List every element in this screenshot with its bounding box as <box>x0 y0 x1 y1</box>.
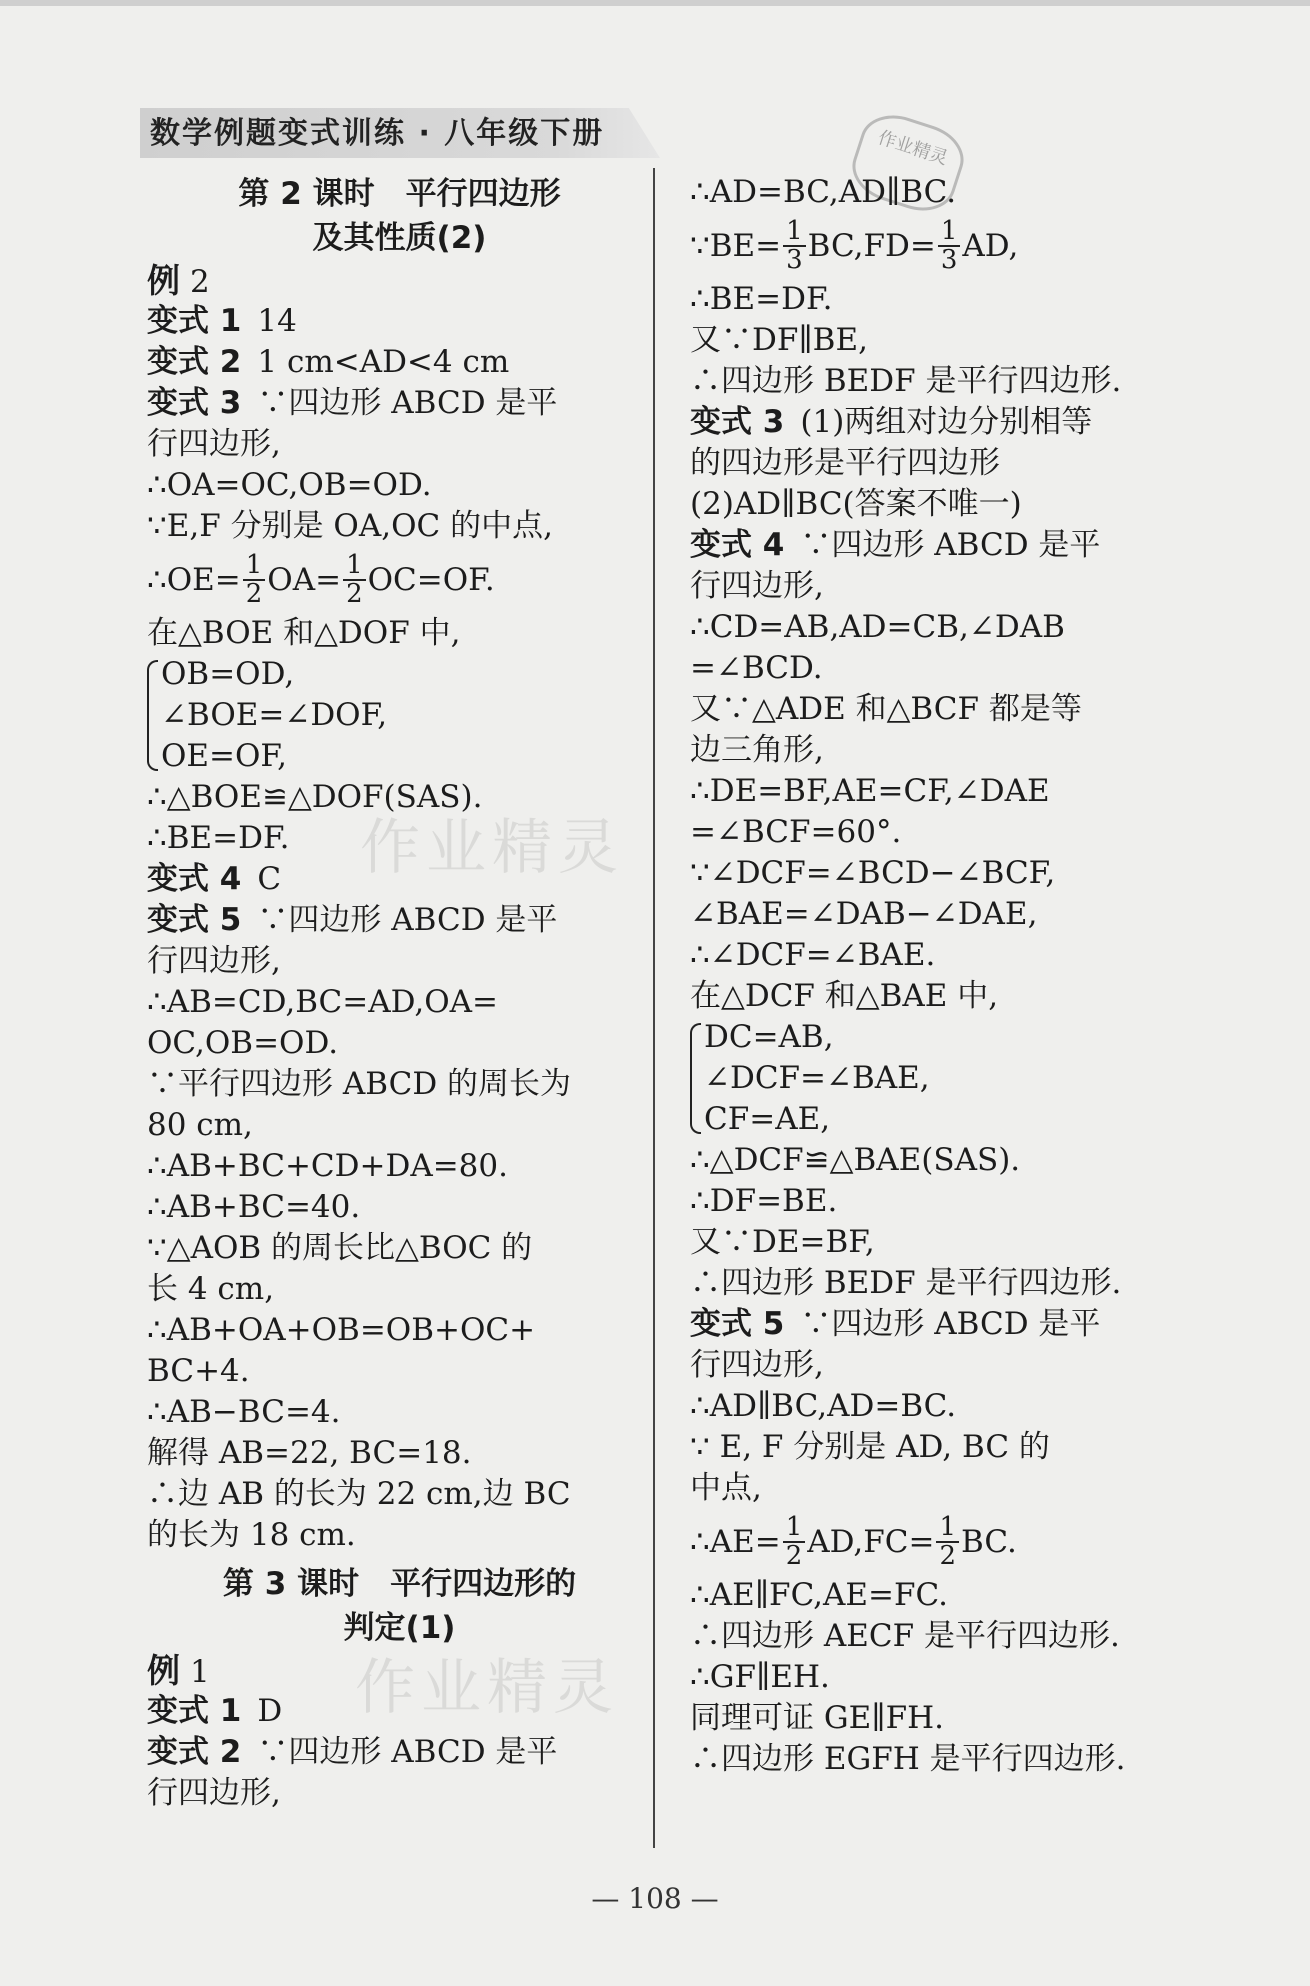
answer-text: ∵∠DCF=∠BCD−∠BCF, <box>690 855 1056 891</box>
brace-condition: ∠DCF=∠BAE, <box>704 1060 930 1096</box>
left-column <box>147 172 652 1814</box>
answer-line <box>147 260 652 301</box>
answer-text: ∵四边形 ABCD 是平 <box>257 902 558 938</box>
answer-line <box>147 1433 652 1474</box>
exercise-label: 变式 2 <box>147 344 242 380</box>
answer-line <box>690 361 1190 402</box>
answer-line <box>690 279 1190 320</box>
fraction-line: ∴OE= $\frac{1}{2}$ OA= $\frac{1}{2}$ OC=OF. <box>147 550 495 609</box>
answer-text: ∴边 AB 的长为 22 cm,边 BC <box>147 1476 571 1512</box>
answer-text: 中点, <box>690 1470 762 1506</box>
answer-text: 行四边形, <box>147 943 281 979</box>
answer-text: ∴OA=OC,OB=OD. <box>147 467 432 503</box>
answer-text: ∴△DCF≌△BAE(SAS). <box>690 1142 1021 1178</box>
answer-text: D <box>257 1693 283 1729</box>
answer-text: 1 cm<AD<4 cm <box>257 344 510 380</box>
answer-line <box>690 976 1190 1017</box>
answer-line <box>690 1386 1190 1427</box>
exercise-label: 变式 4 <box>690 527 785 563</box>
answer-text: ∵ E, F 分别是 AD, BC 的 <box>690 1429 1050 1465</box>
fraction: $\frac{1}{3}$ <box>938 218 961 274</box>
answer-text: 长 4 cm, <box>147 1271 275 1307</box>
answer-line <box>690 1427 1190 1468</box>
answer-line <box>690 484 1190 525</box>
answer-line <box>690 1739 1190 1780</box>
fraction: $\frac{1}{3}$ <box>783 218 806 274</box>
answer-line <box>147 1773 652 1814</box>
answer-text: 1 <box>190 1654 210 1690</box>
answer-text: =∠BCF=60°. <box>690 814 902 850</box>
answer-text: 14 <box>257 303 297 339</box>
answer-text: ∵四边形 ABCD 是平 <box>800 1306 1101 1342</box>
exercise-label: 变式 3 <box>147 385 242 421</box>
answer-text: 在△BOE 和△DOF 中, <box>147 615 461 651</box>
answer-line <box>147 941 652 982</box>
answer-line <box>147 1392 652 1433</box>
answer-text: 行四边形, <box>690 568 824 604</box>
answer-line <box>147 1023 652 1064</box>
answer-line <box>690 607 1190 648</box>
answer-line <box>147 342 652 383</box>
answer-text: ∴AB+BC+CD+DA=80. <box>147 1148 508 1184</box>
fraction-line: ∵BE= $\frac{1}{3}$ BC,FD= $\frac{1}{3}$ AD, <box>690 216 1019 275</box>
exercise-label: 变式 1 <box>147 303 242 339</box>
top-edge-line <box>0 0 1310 6</box>
watermark-text: 作业精灵 <box>355 1653 619 1723</box>
answer-text: ∴AB−BC=4. <box>147 1394 341 1430</box>
answer-text: 行四边形, <box>690 1347 824 1383</box>
answer-line <box>690 402 1190 443</box>
answer-line <box>690 1657 1190 1698</box>
answer-line <box>147 1474 652 1515</box>
answer-line <box>690 1468 1190 1509</box>
answer-text: C <box>257 861 282 897</box>
answer-text: ∴AE∥FC,AE=FC. <box>690 1577 949 1613</box>
column-divider <box>653 168 655 1848</box>
answer-text: ∴BE=DF. <box>690 281 833 317</box>
answer-line <box>690 1263 1190 1304</box>
answer-text: ∴四边形 BEDF 是平行四边形. <box>690 363 1122 399</box>
answer-text: ∵四边形 ABCD 是平 <box>257 385 558 421</box>
exercise-label: 变式 5 <box>690 1306 785 1342</box>
page-number: — 108 — <box>591 1882 719 1915</box>
answer-text: 的长为 18 cm. <box>147 1517 356 1553</box>
answer-line <box>147 383 652 424</box>
answer-line <box>690 1304 1190 1345</box>
answer-line <box>147 777 652 818</box>
fraction: $\frac{1}{2}$ <box>783 1514 806 1570</box>
fraction: $\frac{1}{2}$ <box>343 552 366 608</box>
answer-line <box>690 566 1190 607</box>
exercise-label: 变式 5 <box>147 902 242 938</box>
lesson-heading: 第 3 课时 平行四边形的 <box>222 1566 577 1602</box>
answer-text: ∴BE=DF. <box>147 820 290 856</box>
answer-line <box>690 525 1190 566</box>
answer-line <box>690 894 1190 935</box>
answer-line <box>690 1140 1190 1181</box>
answer-text: 又∵△ADE 和△BCF 都是等 <box>690 691 1082 727</box>
answer-line <box>690 1222 1190 1263</box>
answer-line <box>147 1732 652 1773</box>
answer-line <box>690 320 1190 361</box>
answer-line <box>690 730 1190 771</box>
answer-text: ∴AD∥BC,AD=BC. <box>690 1388 957 1424</box>
answer-line <box>147 1650 652 1691</box>
answer-text: 又∵DF∥BE, <box>690 322 868 358</box>
brace-condition: CF=AE, <box>704 1101 831 1137</box>
answer-line <box>147 301 652 342</box>
fraction: $\frac{1}{2}$ <box>936 1514 959 1570</box>
answer-line <box>690 1616 1190 1657</box>
answer-line <box>147 465 652 506</box>
answer-line <box>690 443 1190 484</box>
answer-text: ∵四边形 ABCD 是平 <box>800 527 1101 563</box>
brace-system <box>690 1017 1190 1140</box>
exercise-label: 例 <box>147 261 180 300</box>
answer-text: 解得 AB=22, BC=18. <box>147 1435 472 1471</box>
exercise-label: 变式 1 <box>147 1693 242 1729</box>
answer-line <box>147 1187 652 1228</box>
answer-text: ∴AB+BC=40. <box>147 1189 361 1225</box>
answer-line <box>147 1351 652 1392</box>
answer-text: ∴AB=CD,BC=AD,OA= <box>147 984 499 1020</box>
answer-text: ∵四边形 ABCD 是平 <box>257 1734 558 1770</box>
answer-text: 的四边形是平行四边形 <box>690 445 1000 481</box>
answer-text: BC+4. <box>147 1353 250 1389</box>
answer-line <box>690 812 1190 853</box>
answer-text: ∴CD=AB,AD=CB,∠DAB <box>690 609 1065 645</box>
answer-text: 2 <box>190 264 210 300</box>
answer-line <box>690 1698 1190 1739</box>
answer-line <box>690 771 1190 812</box>
lesson-heading-sub: 及其性质(2) <box>312 220 487 256</box>
answer-text: 又∵DE=BF, <box>690 1224 875 1260</box>
brace-condition: ∠BOE=∠DOF, <box>161 697 388 733</box>
answer-text: 80 cm, <box>147 1107 253 1143</box>
fraction-line: ∴AE= $\frac{1}{2}$ AD,FC= $\frac{1}{2}$ BC. <box>690 1512 1017 1571</box>
answer-line <box>690 1181 1190 1222</box>
lesson-heading: 第 2 课时 平行四边形 <box>238 176 561 212</box>
answer-text: 同理可证 GE∥FH. <box>690 1700 944 1736</box>
answer-line <box>690 1575 1190 1616</box>
lesson-heading-sub: 判定(1) <box>343 1610 456 1646</box>
answer-text: OC,OB=OD. <box>147 1025 339 1061</box>
answer-line <box>147 900 652 941</box>
answer-text: 边三角形, <box>690 732 824 768</box>
answer-text: ∴GF∥EH. <box>690 1659 830 1695</box>
answer-line <box>690 648 1190 689</box>
answer-line <box>147 613 652 654</box>
right-column <box>690 172 1190 1780</box>
answer-text: ∴AB+OA+OB=OB+OC+ <box>147 1312 536 1348</box>
answer-text: ∵E,F 分别是 OA,OC 的中点, <box>147 508 553 544</box>
answer-line <box>147 424 652 465</box>
answer-text: ∴四边形 EGFH 是平行四边形. <box>690 1741 1126 1777</box>
answer-text: (2)AD∥BC(答案不唯一) <box>690 486 1022 522</box>
answer-line <box>147 506 652 547</box>
answer-text: ∵平行四边形 ABCD 的周长为 <box>147 1066 572 1102</box>
answer-text: =∠BCD. <box>690 650 823 686</box>
answer-text: ∴四边形 AECF 是平行四边形. <box>690 1618 1120 1654</box>
answer-text: 行四边形, <box>147 426 281 462</box>
answer-line <box>147 1228 652 1269</box>
answer-line <box>147 1146 652 1187</box>
answer-line <box>147 1691 652 1732</box>
brace-condition: OE=OF, <box>161 738 287 774</box>
answer-line <box>147 1105 652 1146</box>
answer-line <box>147 859 652 900</box>
answer-text: 行四边形, <box>147 1775 281 1811</box>
answer-line <box>147 1515 652 1556</box>
answer-text: ∴∠DCF=∠BAE. <box>690 937 936 973</box>
answer-text: ∴AD=BC,AD∥BC. <box>690 174 957 210</box>
book-title: 数学例题变式训练 · 八年级下册 <box>150 116 605 151</box>
answer-line <box>690 689 1190 730</box>
answer-line <box>690 935 1190 976</box>
exercise-label: 变式 3 <box>690 404 785 440</box>
answer-line <box>147 818 652 859</box>
answer-text: (1)两组对边分别相等 <box>800 404 1093 440</box>
answer-text: ∴△BOE≌△DOF(SAS). <box>147 779 483 815</box>
answer-text: ∴DE=BF,AE=CF,∠DAE <box>690 773 1050 809</box>
answer-text: ∠BAE=∠DAB−∠DAE, <box>690 896 1038 932</box>
answer-line <box>690 853 1190 894</box>
answer-line <box>147 982 652 1023</box>
exercise-label: 变式 2 <box>147 1734 242 1770</box>
exercise-label: 例 <box>147 1651 180 1690</box>
answer-line <box>147 1064 652 1105</box>
answer-line <box>690 1345 1190 1386</box>
brace-condition: OB=OD, <box>161 656 295 692</box>
exercise-label: 变式 4 <box>147 861 242 897</box>
answer-text: ∵△AOB 的周长比△BOC 的 <box>147 1230 533 1266</box>
answer-text: ∴DF=BE. <box>690 1183 838 1219</box>
answer-line <box>147 1310 652 1351</box>
brace-system <box>147 654 652 777</box>
answer-text: 在△DCF 和△BAE 中, <box>690 978 999 1014</box>
answer-line <box>147 1269 652 1310</box>
answer-line <box>690 172 1190 213</box>
watermark-text: 作业精灵 <box>360 813 624 883</box>
answer-text: ∴四边形 BEDF 是平行四边形. <box>690 1265 1122 1301</box>
watermark-stamp-logo: 作业精灵 <box>844 106 971 221</box>
brace-condition: DC=AB, <box>704 1019 834 1055</box>
fraction: $\frac{1}{2}$ <box>243 552 266 608</box>
